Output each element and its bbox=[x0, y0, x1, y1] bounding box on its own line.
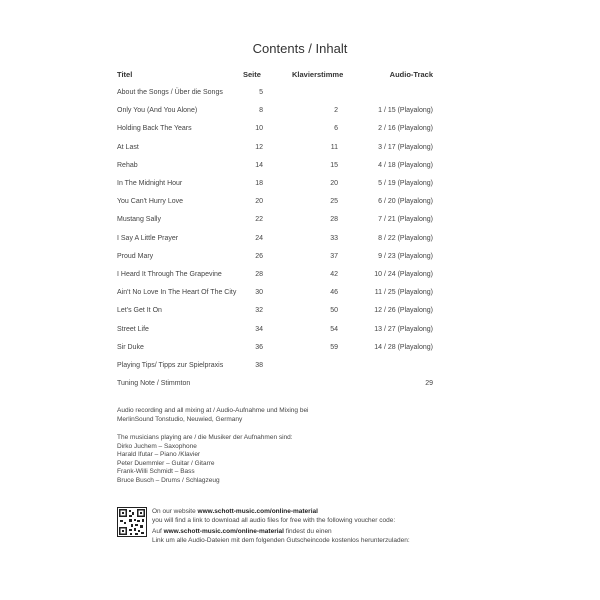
musicians-heading: The musicians playing are / die Musiker der Aufnahmen sind: bbox=[117, 434, 293, 441]
table-row bbox=[0, 198, 600, 210]
row-audio-track: 7 / 21 (Playalong) bbox=[378, 216, 433, 224]
table-row bbox=[0, 125, 600, 137]
table-row bbox=[0, 144, 600, 156]
row-audio-track: 13 / 27 (Playalong) bbox=[374, 325, 433, 333]
row-piano-page: 33 bbox=[330, 234, 338, 242]
row-page: 22 bbox=[255, 216, 263, 224]
musician-item: Peter Duemmler – Guitar / Gitarre bbox=[117, 459, 215, 467]
row-piano-page: 50 bbox=[330, 307, 338, 315]
row-audio-track: 11 / 25 (Playalong) bbox=[374, 289, 433, 297]
musician-item: Dirko Juchem – Saxophone bbox=[117, 442, 197, 450]
row-page: 26 bbox=[255, 252, 263, 260]
row-page: 5 bbox=[259, 89, 263, 96]
row-page: 12 bbox=[255, 143, 263, 151]
column-header-title: Titel bbox=[117, 70, 133, 79]
row-audio-track: 5 / 19 (Playalong) bbox=[378, 180, 433, 187]
row-title: Holding Back The Years bbox=[117, 125, 192, 133]
row-title: Street Life bbox=[117, 325, 149, 333]
row-title: I Say A Little Prayer bbox=[117, 234, 179, 242]
table-row bbox=[0, 289, 600, 301]
table-row bbox=[0, 235, 600, 247]
table-row bbox=[0, 362, 600, 374]
row-page: 32 bbox=[255, 307, 263, 315]
row-piano-page: 11 bbox=[330, 143, 338, 151]
column-header-seite: Seite bbox=[243, 70, 261, 79]
row-audio-track: 1 / 15 (Playalong) bbox=[378, 107, 433, 115]
row-page: 30 bbox=[255, 289, 263, 297]
table-row bbox=[0, 253, 600, 265]
row-page: 8 bbox=[259, 107, 263, 115]
row-piano-page: 6 bbox=[334, 125, 338, 133]
row-page: 36 bbox=[255, 343, 263, 351]
page-title: Contents / Inhalt bbox=[252, 41, 348, 56]
row-audio-track: 8 / 22 (Playalong) bbox=[378, 234, 433, 242]
table-row bbox=[0, 180, 600, 192]
row-title: At Last bbox=[117, 143, 139, 151]
row-page: 24 bbox=[255, 234, 263, 242]
row-page: 34 bbox=[255, 325, 263, 333]
row-title: You Can't Hurry Love bbox=[117, 198, 184, 206]
recording-line: MerlinSound Tonstudio, Neuwied, Germany bbox=[117, 415, 243, 423]
website-line: you will find a link to download all audio files for free with the following voucher code: bbox=[152, 516, 396, 524]
recording-note bbox=[117, 407, 309, 424]
website-prefix: On our website bbox=[152, 508, 198, 515]
row-title: Sir Duke bbox=[117, 343, 144, 351]
table-row bbox=[0, 271, 600, 283]
table-row bbox=[0, 107, 600, 119]
row-piano-page: 37 bbox=[330, 252, 338, 260]
musician-item: Bruce Busch – Drums / Schlagzeug bbox=[117, 476, 220, 484]
row-audio-track: 9 / 23 (Playalong) bbox=[378, 252, 433, 260]
table-row bbox=[0, 89, 600, 101]
table-row bbox=[0, 380, 600, 392]
row-piano-page: 59 bbox=[330, 343, 338, 351]
row-title: Proud Mary bbox=[117, 252, 154, 260]
musician-item: Harald Ifutar – Piano /Klavier bbox=[117, 451, 201, 459]
row-audio-track: 3 / 17 (Playalong) bbox=[378, 143, 433, 151]
row-piano-page: 46 bbox=[330, 289, 338, 297]
row-audio-track: 29 bbox=[425, 380, 433, 388]
row-piano-page: 42 bbox=[330, 271, 338, 278]
row-title: About the Songs / Über die Songs bbox=[117, 89, 223, 96]
row-audio-track: 2 / 16 (Playalong) bbox=[378, 125, 433, 133]
row-audio-track: 10 / 24 (Playalong) bbox=[374, 271, 433, 278]
row-page: 28 bbox=[255, 271, 263, 278]
row-title: In The Midnight Hour bbox=[117, 180, 183, 187]
row-title: Rehab bbox=[117, 161, 138, 169]
row-page: 38 bbox=[255, 362, 263, 369]
table-row bbox=[0, 216, 600, 228]
row-title: Only You (And You Alone) bbox=[117, 107, 198, 115]
row-audio-track: 4 / 18 (Playalong) bbox=[378, 161, 433, 169]
website-url[interactable]: www.schott-music.com/online-material bbox=[197, 508, 318, 515]
row-page: 14 bbox=[255, 161, 263, 169]
musicians-note bbox=[117, 434, 293, 486]
website-note-en bbox=[152, 508, 395, 525]
row-audio-track: 12 / 26 (Playalong) bbox=[374, 307, 433, 315]
website-url[interactable]: www.schott-music.com/online-material bbox=[163, 528, 284, 535]
qr-code-icon bbox=[117, 507, 147, 537]
website-prefix: Auf bbox=[152, 528, 164, 535]
row-audio-track: 14 / 28 (Playalong) bbox=[374, 343, 433, 351]
row-title: Playing Tips/ Tipps zur Spielpraxis bbox=[117, 362, 224, 369]
row-title: Tuning Note / Stimmton bbox=[117, 380, 191, 388]
row-title: Mustang Sally bbox=[117, 216, 161, 224]
website-line: Link um alle Audio-Dateien mit dem folgenden Gutscheincode kostenlos herunterzuladen: bbox=[152, 536, 410, 544]
row-page: 18 bbox=[255, 180, 263, 187]
table-row bbox=[0, 307, 600, 319]
column-header-audio: Audio-Track bbox=[389, 70, 433, 79]
row-piano-page: 28 bbox=[330, 216, 338, 224]
musician-item: Frank-Willi Schmidt – Bass bbox=[117, 468, 195, 476]
column-header-klavier: Klavierstimme bbox=[292, 70, 344, 79]
table-row bbox=[0, 344, 600, 356]
row-piano-page: 20 bbox=[330, 180, 338, 187]
row-piano-page: 2 bbox=[334, 107, 338, 115]
website-note-de bbox=[152, 528, 410, 545]
row-page: 10 bbox=[255, 125, 263, 133]
row-piano-page: 15 bbox=[330, 161, 338, 169]
row-title: I Heard It Through The Grapevine bbox=[117, 271, 222, 278]
row-title: Let's Get It On bbox=[117, 307, 162, 315]
website-suffix: findest du einen bbox=[283, 528, 332, 535]
recording-line: Audio recording and all mixing at / Audio-Aufnahme und Mixing bei bbox=[117, 407, 309, 414]
row-piano-page: 54 bbox=[330, 325, 338, 333]
table-row bbox=[0, 326, 600, 338]
row-piano-page: 25 bbox=[330, 198, 338, 206]
row-audio-track: 6 / 20 (Playalong) bbox=[378, 198, 433, 206]
row-page: 20 bbox=[255, 198, 263, 206]
table-row bbox=[0, 162, 600, 174]
row-title: Ain't No Love In The Heart Of The City bbox=[117, 289, 237, 297]
